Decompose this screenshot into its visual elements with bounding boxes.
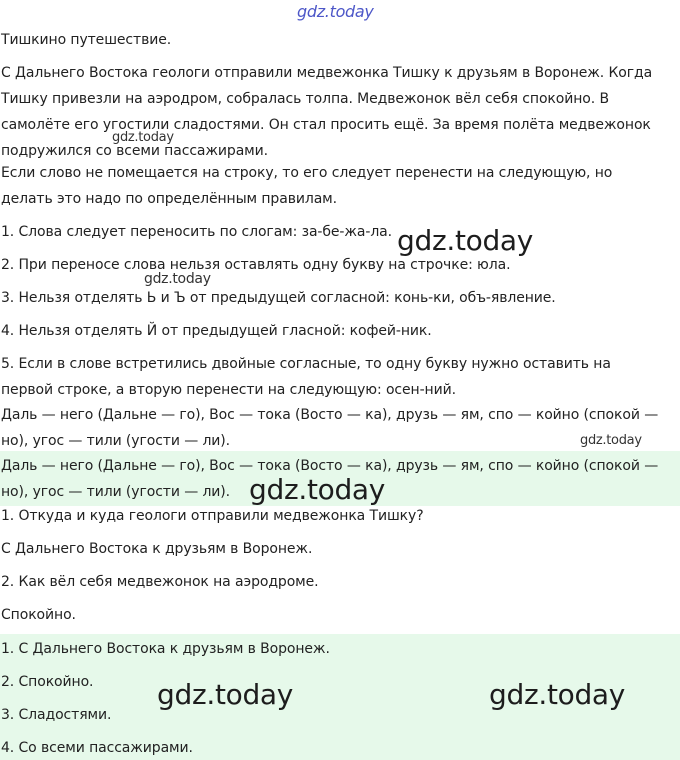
question-line: 2. Как вёл себя медвежонок на аэродроме. bbox=[1, 574, 319, 590]
rule-line: 2. При переносе слова нельзя оставлять одну букву на строчке: юла. bbox=[1, 257, 511, 273]
rule-line: 4. Нельзя отделять Й от предыдущей гласной: кофей-ник. bbox=[1, 323, 432, 339]
task-line: но), угос — тили (угости — ли). bbox=[1, 433, 231, 449]
rule-line: 3. Нельзя отделять Ь и Ъ от предыдущей согласной: конь-ки, объ-явление. bbox=[1, 290, 556, 306]
watermark-small: gdz.today bbox=[144, 271, 211, 287]
task-answer-line: но), угос — тили (угости — ли). bbox=[1, 484, 231, 500]
watermark-small: gdz.today bbox=[112, 130, 174, 145]
intro-line: Если слово не помещается на строку, то его следует перенести на следующую, но bbox=[1, 165, 613, 181]
watermark-large: gdz.today bbox=[489, 678, 626, 711]
document-title: Тишкино путешествие. bbox=[1, 32, 172, 48]
story-line: Тишку привезли на аэродром, собралась толпа. Медвежонок вёл себя спокойно. В bbox=[1, 91, 609, 107]
watermark-small: gdz.today bbox=[580, 433, 642, 448]
answer-line: 2. Спокойно. bbox=[1, 674, 94, 690]
story-line: самолёте его угостили сладостями. Он стал просить ещё. За время полёта медвежонок bbox=[1, 117, 651, 133]
watermark-large: gdz.today bbox=[157, 678, 294, 711]
task-line: Даль — него (Дальне — го), Вос — тока (Восто — ка), друзь — ям, спо — койно (спокой — bbox=[1, 407, 659, 423]
watermark-top: gdz.today bbox=[297, 2, 374, 21]
task-answer-line: Даль — него (Дальне — го), Вос — тока (Восто — ка), друзь — ям, спо — койно (спокой — bbox=[1, 458, 659, 474]
rule-line: первой строке, а вторую перенести на следующую: осен-ний. bbox=[1, 382, 456, 398]
answer-line: 4. Со всеми пассажирами. bbox=[1, 740, 193, 756]
question-line: 1. Откуда и куда геологи отправили медвежонка Тишку? bbox=[1, 508, 424, 524]
answer-line: 1. С Дальнего Востока к друзьям в Воронеж. bbox=[1, 641, 330, 657]
rule-line: 5. Если в слове встретились двойные согласные, то одну букву нужно оставить на bbox=[1, 356, 611, 372]
question-line: Спокойно. bbox=[1, 607, 76, 623]
intro-line: делать это надо по определённым правилам. bbox=[1, 191, 337, 207]
watermark-large: gdz.today bbox=[397, 224, 534, 257]
story-line: подружился со всеми пассажирами. bbox=[1, 143, 268, 159]
watermark-large: gdz.today bbox=[249, 473, 386, 506]
question-line: С Дальнего Востока к друзьям в Воронеж. bbox=[1, 541, 313, 557]
rule-line: 1. Слова следует переносить по слогам: за-бе-жа-ла. bbox=[1, 224, 392, 240]
story-line: С Дальнего Востока геологи отправили медвежонка Тишку к друзьям в Воронеж. Когда bbox=[1, 65, 653, 81]
answer-line: 3. Сладостями. bbox=[1, 707, 112, 723]
